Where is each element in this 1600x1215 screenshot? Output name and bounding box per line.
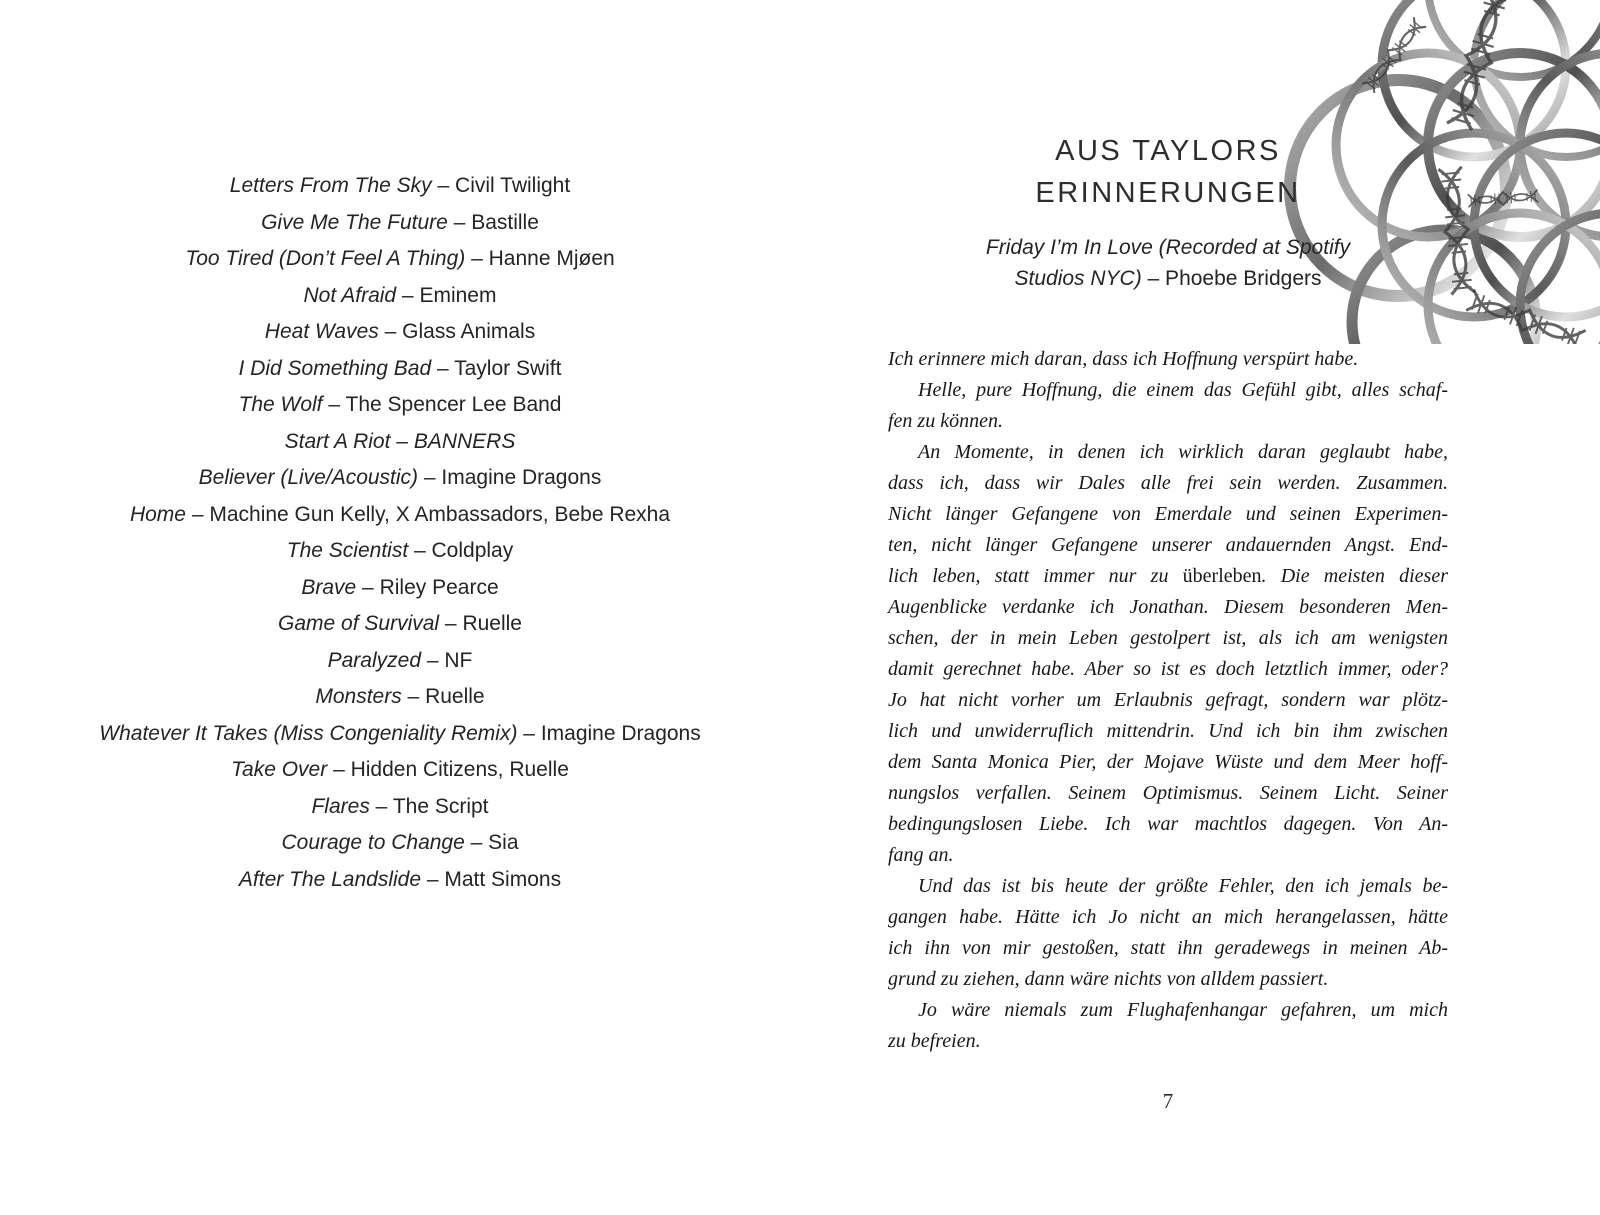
dash-separator: –: [421, 867, 445, 891]
body-text-segment: grund zu ziehen, dann wäre nichts von alldem passiert.: [888, 968, 1329, 990]
body-text-segment: lich leben, statt immer nur zu: [888, 565, 1183, 587]
body-line: [888, 809, 1448, 840]
dash-separator: –: [185, 502, 210, 526]
body-line: [888, 747, 1448, 778]
playlist-entry: [90, 497, 710, 534]
body-line: [888, 437, 1448, 468]
body-line: [888, 933, 1448, 964]
song-artist: Ruelle: [425, 685, 485, 708]
chapter-title-line: AUS TAYLORS: [1055, 135, 1281, 167]
body-text-segment: nungslos verfallen. Seinem Optimismus. Seinem Licht. Seiner: [888, 782, 1448, 804]
body-text-segment: . Die meisten dieser: [1261, 565, 1448, 587]
playlist-entry: [90, 606, 710, 643]
playlist-entry: [90, 241, 710, 278]
dash-separator: –: [396, 283, 420, 307]
dash-separator: –: [327, 758, 351, 781]
song-title: Heat Waves: [264, 320, 379, 343]
body-line: [888, 902, 1448, 933]
song-credit-line: [888, 232, 1448, 263]
dash-separator: –: [421, 648, 445, 672]
dash-separator: –: [418, 466, 442, 489]
body-text-segment: An Momente, in denen ich wirklich daran geglaubt habe,: [918, 441, 1448, 463]
body-line: [888, 592, 1448, 623]
body-line: [888, 654, 1448, 685]
song-artist: Ruelle: [462, 612, 522, 635]
song-title: Monsters: [315, 685, 402, 708]
body-line: [888, 344, 1448, 375]
playlist-entry: [90, 314, 710, 351]
body-line: [888, 561, 1448, 592]
song-title: After The Landslide: [238, 867, 422, 891]
song-artist: The Script: [392, 794, 489, 818]
body-line: [888, 778, 1448, 809]
body-text-segment: Augenblicke verdanke ich Jonathan. Diesem besonderen Men-: [888, 596, 1448, 618]
credit-song-title: Studios NYC): [1014, 267, 1148, 290]
song-title: Give Me The Future: [261, 210, 448, 234]
dash-separator: –: [369, 794, 393, 818]
body-line: [888, 716, 1448, 747]
playlist-entry: [90, 351, 710, 388]
playlist-entry: [90, 278, 710, 315]
dash-separator: –: [401, 685, 426, 708]
body-text-segment: damit gerechnet habe. Aber so ist es doch letztlich immer, oder?: [888, 658, 1448, 680]
playlist-entry: [90, 424, 710, 461]
credit-artist: – Phoebe Bridgers: [1147, 267, 1322, 290]
body-text-segment: Helle, pure Hoffnung, die einem das Gefühl gibt, alles schaf-: [918, 379, 1448, 401]
body-text-segment: Jo hat nicht vorher um Erlaubnis gefragt, sondern war plötz-: [888, 689, 1448, 711]
body-line: [888, 468, 1448, 499]
body-text-segment: bedingungslosen Liebe. Ich war machtlos dagegen. Von An-: [888, 813, 1448, 835]
emphasis-upright-word: überleben: [1182, 565, 1262, 587]
body-text-segment: fen zu können.: [888, 410, 1003, 432]
body-text-segment: Jo wäre niemals zum Flughafenhangar gefahren, um mich: [918, 999, 1448, 1021]
song-title: Courage to Change: [281, 831, 465, 854]
body-text-segment: Ich erinnere mich daran, dass ich Hoffnung verspürt habe.: [888, 348, 1359, 370]
body-text-segment: fang an.: [888, 844, 954, 866]
song-credit-line: [888, 263, 1448, 294]
song-title: Paralyzed: [327, 648, 422, 672]
body-line: [888, 623, 1448, 654]
song-artist: Bastille: [471, 210, 539, 234]
playlist-entry: [90, 862, 710, 899]
playlist-entry: [90, 460, 710, 497]
song-artist: The Spencer Lee Band: [345, 393, 562, 416]
body-line: [888, 995, 1448, 1026]
body-text-segment: dass ich, dass wir Dales alle frei sein werden. Zusammen.: [888, 472, 1448, 494]
body-text-segment: Nicht länger Gefangene von Emerdale und seinen Experimen-: [888, 503, 1448, 525]
song-artist: Glass Animals: [402, 320, 536, 343]
song-title: Flares: [311, 794, 370, 818]
dash-separator: –: [439, 612, 463, 635]
chapter-song-credit: [888, 232, 1448, 294]
credit-song-title: Friday I’m In Love (Recorded at Spotify: [985, 236, 1351, 259]
dash-separator: –: [431, 356, 455, 380]
song-artist: Imagine Dragons: [540, 721, 701, 745]
playlist-entry: [90, 679, 710, 716]
playlist-entry: [90, 752, 710, 789]
song-title: Too Tired (Don’t Feel A Thing): [185, 247, 466, 270]
playlist-entry: [90, 205, 710, 242]
playlist-entry: [90, 168, 710, 205]
body-line: [888, 840, 1448, 871]
song-title: Whatever It Takes (Miss Congeniality Remix): [99, 721, 518, 745]
playlist-entry: [90, 643, 710, 680]
body-text-segment: ten, nicht länger Gefangene unserer andauernden Angst. End-: [888, 534, 1448, 556]
song-title: The Scientist: [286, 539, 409, 562]
song-artist: NF: [444, 648, 473, 672]
dash-separator: –: [517, 721, 541, 745]
dash-separator: –: [464, 831, 489, 854]
song-artist: Riley Pearce: [379, 575, 499, 599]
body-line: [888, 499, 1448, 530]
song-title: The Wolf: [238, 393, 323, 416]
song-artist: Taylor Swift: [454, 356, 562, 380]
song-title: Home: [129, 502, 186, 526]
song-title: I Did Something Bad: [238, 356, 432, 380]
song-artist: Machine Gun Kelly, X Ambassadors, Bebe Rexha: [209, 502, 671, 526]
playlist-entry: [90, 789, 710, 826]
song-artist: Matt Simons: [444, 867, 562, 891]
page-number: 7: [1162, 1089, 1174, 1113]
song-artist: Civil Twilight: [455, 174, 571, 197]
dash-separator: –: [378, 320, 403, 343]
playlist-entry: [90, 387, 710, 424]
body-line: [888, 964, 1448, 995]
chapter-title-line: ERINNERUNGEN: [1035, 177, 1301, 209]
dash-separator: –: [390, 429, 414, 453]
dash-separator: –: [447, 210, 472, 234]
body-text-segment: schen, der in mein Leben gestolpert ist, als ich am wenigsten: [888, 627, 1448, 649]
body-text-segment: lich und unwiderruflich mittendrin. Und ich bin ihm zwischen: [888, 720, 1448, 742]
song-artist: Sia: [488, 831, 519, 854]
song-artist: Eminem: [419, 283, 497, 307]
song-title: Take Over: [231, 758, 328, 781]
dash-separator: –: [408, 539, 432, 562]
playlist-entry: [90, 533, 710, 570]
body-text-segment: zu befreien.: [888, 1030, 981, 1052]
song-title: Letters From The Sky: [229, 174, 432, 197]
dash-separator: –: [322, 393, 346, 416]
song-title: Believer (Live/Acoustic): [198, 466, 419, 489]
chapter-title: [888, 130, 1448, 214]
body-text-segment: dem Santa Monica Pier, der Mojave Wüste und dem Meer hoff-: [888, 751, 1448, 773]
body-line: [888, 1026, 1448, 1057]
body-line: [888, 871, 1448, 902]
body-line: [888, 406, 1448, 437]
song-title: Not Afraid: [303, 283, 397, 307]
body-line: [888, 375, 1448, 406]
song-title: Game of Survival: [278, 612, 440, 635]
body-line: [888, 685, 1448, 716]
song-artist: BANNERS: [413, 429, 516, 453]
dash-separator: –: [431, 174, 456, 197]
body-text-segment: ich ihn von mir gestoßen, statt ihn geradewegs in meinen Ab-: [888, 937, 1448, 959]
body-text-segment: gangen habe. Hätte ich Jo nicht an mich herangelassen, hätte: [888, 906, 1448, 928]
song-artist: Hidden Citizens, Ruelle: [350, 758, 569, 781]
dash-separator: –: [356, 575, 380, 599]
song-title: Brave: [301, 575, 357, 599]
playlist-entry: [90, 716, 710, 753]
song-artist: Imagine Dragons: [441, 466, 602, 489]
playlist-entry: [90, 570, 710, 607]
song-artist: Hanne Mjøen: [488, 247, 615, 270]
playlist: [90, 168, 710, 898]
dash-separator: –: [465, 247, 489, 270]
body-text-segment: Und das ist bis heute der größte Fehler, den ich jemals be-: [918, 875, 1448, 897]
song-artist: Coldplay: [431, 539, 514, 562]
chapter-body-text: [888, 344, 1448, 1057]
playlist-entry: [90, 825, 710, 862]
body-line: [888, 530, 1448, 561]
song-title: Start A Riot: [284, 429, 391, 453]
